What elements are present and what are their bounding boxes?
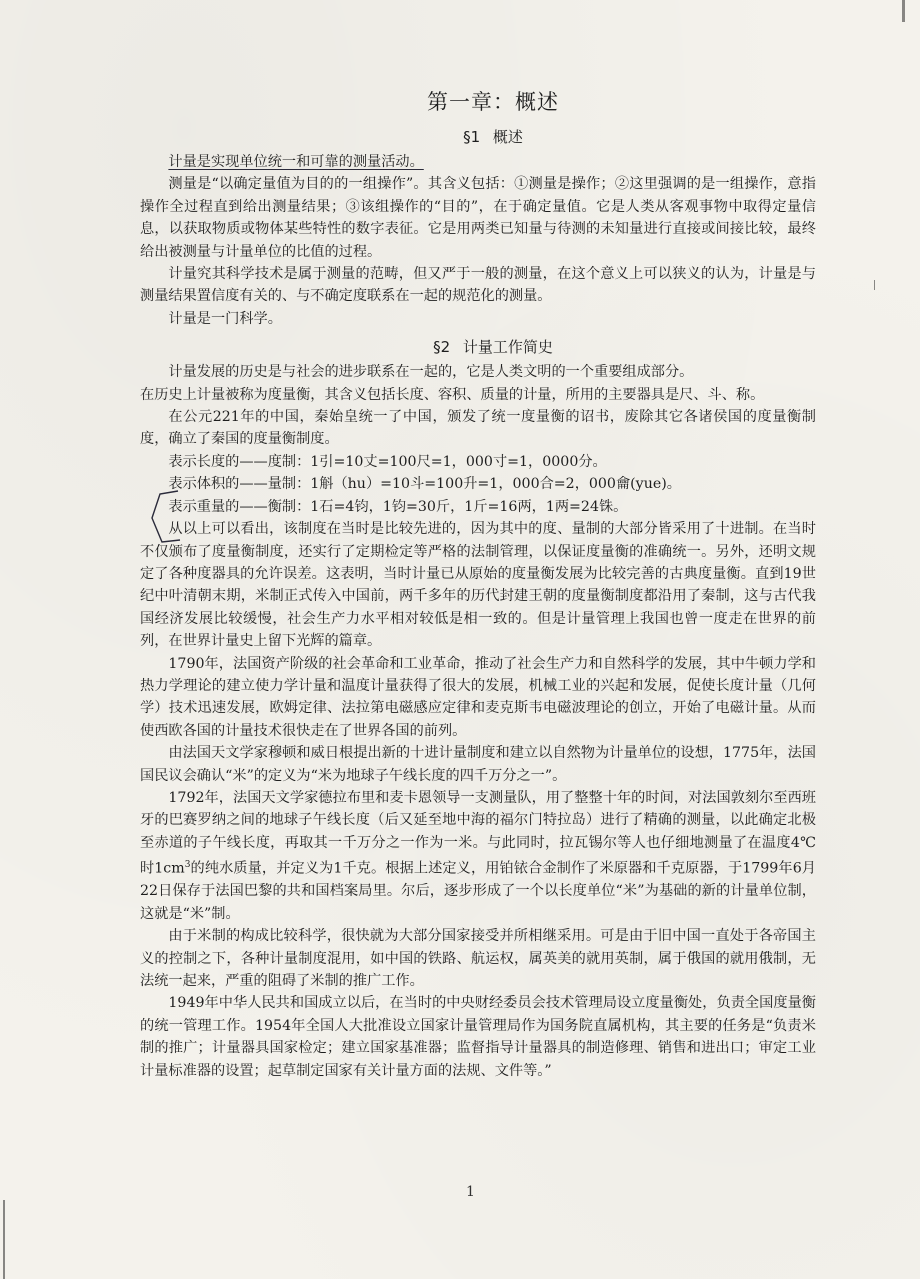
paragraph-10-part-a: 1792年，法国天文学家德拉布里和麦卡恩领导一支测量队，用了整整十年的时间，对法国敦刻尔至西班牙的巴赛罗纳之间的地球子午线长度（后又延至地中海的福尔门特拉岛）进行了精确的测量，以此确定北极至赤道的子午线长度，再取其一千万分之一作为一米。与此同时，拉瓦锡尔等人也仔细地测量了在温度4℃时1cm	[140, 789, 816, 877]
weight-system-line: 表示重量的——衡制：1石=4钧，1钧=30斤，1斤=16两，1两=24铢。	[168, 498, 628, 515]
volume-system-line: 表示体积的——量制：1斛（hu）=10斗=100升=1，000合=2，000龠(yue)。	[168, 476, 681, 493]
section-2-paragraph-7: 从以上可以看出，该制度在当时是比较先进的，因为其中的度、量制的大部分皆采用了十进制。在当时不仅颁布了度量衡制度，还实行了定期检定等严格的法制管理，以保证度量衡的准确统一。另外，还明文规定了各种度器具的允许误差。这表明，当时计量已从原始的度量衡发展为比较完善的古典度量衡。直到19世纪中叶清朝末期，米制正式传入中国前，两千多年的历代封建王朝的度量衡制度都沿用了秦制，这与古代我国经济发展比较缓慢，社会生产力水平相对较低是相一致的。但是计量管理上我国也曾一度走在世界的前列，在世界计量史上留下光辉的篇章。	[140, 521, 816, 650]
section-2-title: §2 计量工作简史	[433, 338, 553, 357]
section-2-paragraph-1: 计量发展的历史是与社会的进步联系在一起的，它是人类文明的一个重要组成部分。	[168, 364, 694, 381]
section-2-paragraph-9: 由法国天文学家穆顿和威日根提出新的十进计量制度和建立以自然物为计量单位的设想，1775年，法国国民议会确认“米”的定义为“米为地球子午线长度的四千万分之一”。	[140, 745, 816, 784]
section-2-paragraph-8: 1790年，法国资产阶级的社会革命和工业革命，推动了社会生产力和自然科学的发展，其中牛顿力学和热力学理论的建立使力学计量和温度计量获得了很大的发展，机械工业的兴起和发展，促使长度计量（几何学）技术迅速发展，欧姆定律、法拉第电磁感应定律和麦克斯韦电磁波理论的创立，开始了电磁计量。从而使西欧各国的计量技术很快走在了世界各国的前列。	[140, 655, 816, 739]
page-number: 1	[466, 1184, 475, 1200]
section-1-title: §1 概述	[463, 128, 523, 146]
section-2-paragraph-11: 由于米制的构成比较科学，很快就为大部分国家接受并所相继采用。可是由于旧中国一直处于各帝国主义的控制之下，各种计量制度混用，如中国的铁路、航运权，属英美的就用英制，属于俄国的就用俄制，无法统一起来，严重的阻碍了米制的推广工作。	[140, 928, 816, 989]
section-1-paragraph-2: 测量是“以确定量值为目的的一组操作”。其含义包括：①测量是操作；②这里强调的是一组操作，意指操作全过程直到给出测量结果；③该组操作的“目的”，在于确定量值。它是人类从客观事物中取得定量信息，以获取物质或物体某些特性的数字表征。它是用两类已知量与待测的未知量进行直接或间接比较，最终给出被测量与计量单位的比值的过程。	[140, 176, 816, 260]
section-1-paragraph-4: 计量是一门科学。	[168, 310, 282, 327]
scan-edge-mark-bottom-left	[3, 1200, 5, 1279]
section-2-paragraph-10	[140, 787, 816, 925]
paragraph-10-part-b: 的纯水质量，并定义为1千克。根据上述定义，用铂铱合金制作了米原器和千克原器，于1799年6月22日保存于法国巴黎的共和国档案局里。尔后，逐步形成了一个以长度单位“米”为基础的新的计量单位制，这就是“米”制。	[140, 860, 816, 922]
length-system-line: 表示长度的——度制：1引=10丈=100尺=1，000寸=1，0000分。	[168, 453, 607, 470]
section-2-paragraph-12: 1949年中华人民共和国成立以后，在当时的中央财经委员会技术管理局设立度量衡处，负责全国度量衡的统一管理工作。1954年全国人大批准设立国家计量管理局作为国务院直属机构，其主要的任务是“负责米制的推广；计量器具国家检定；建立国家基准器；监督指导计量器具的制造修理、销售和进出口；审定工业计量标准器的设置；起草制定国家有关计量方面的法规、文件等。”	[140, 995, 816, 1079]
section-1-paragraph-1-text: 计量是实现单位统一和可靠的测量活动。	[168, 154, 424, 170]
document-body	[140, 86, 816, 1082]
section-2-paragraph-3: 在公元221年的中国，秦始皇统一了中国，颁发了统一度量衡的诏书，废除其它各诸侯国的度量衡制度，确立了秦国的度量衡制度。	[140, 409, 816, 448]
chapter-title: 第一章：概述	[427, 90, 559, 114]
section-1-paragraph-3: 计量究其科学技术是属于测量的范畴，但又严于一般的测量，在这个意义上可以狭义的认为，计量是与测量结果置信度有关的、与不确定度联系在一起的规范化的测量。	[140, 266, 816, 305]
cubic-superscript: 3	[184, 860, 191, 871]
scan-edge-mark-top-right	[902, 0, 905, 22]
scan-edge-mark-right	[874, 280, 875, 290]
section-2-paragraph-2: 在历史上计量被称为度量衡，其含义包括长度、容积、质量的计量，所用的主要器具是尺、斗、称。	[140, 386, 765, 403]
section-1-paragraph-1	[140, 151, 816, 173]
